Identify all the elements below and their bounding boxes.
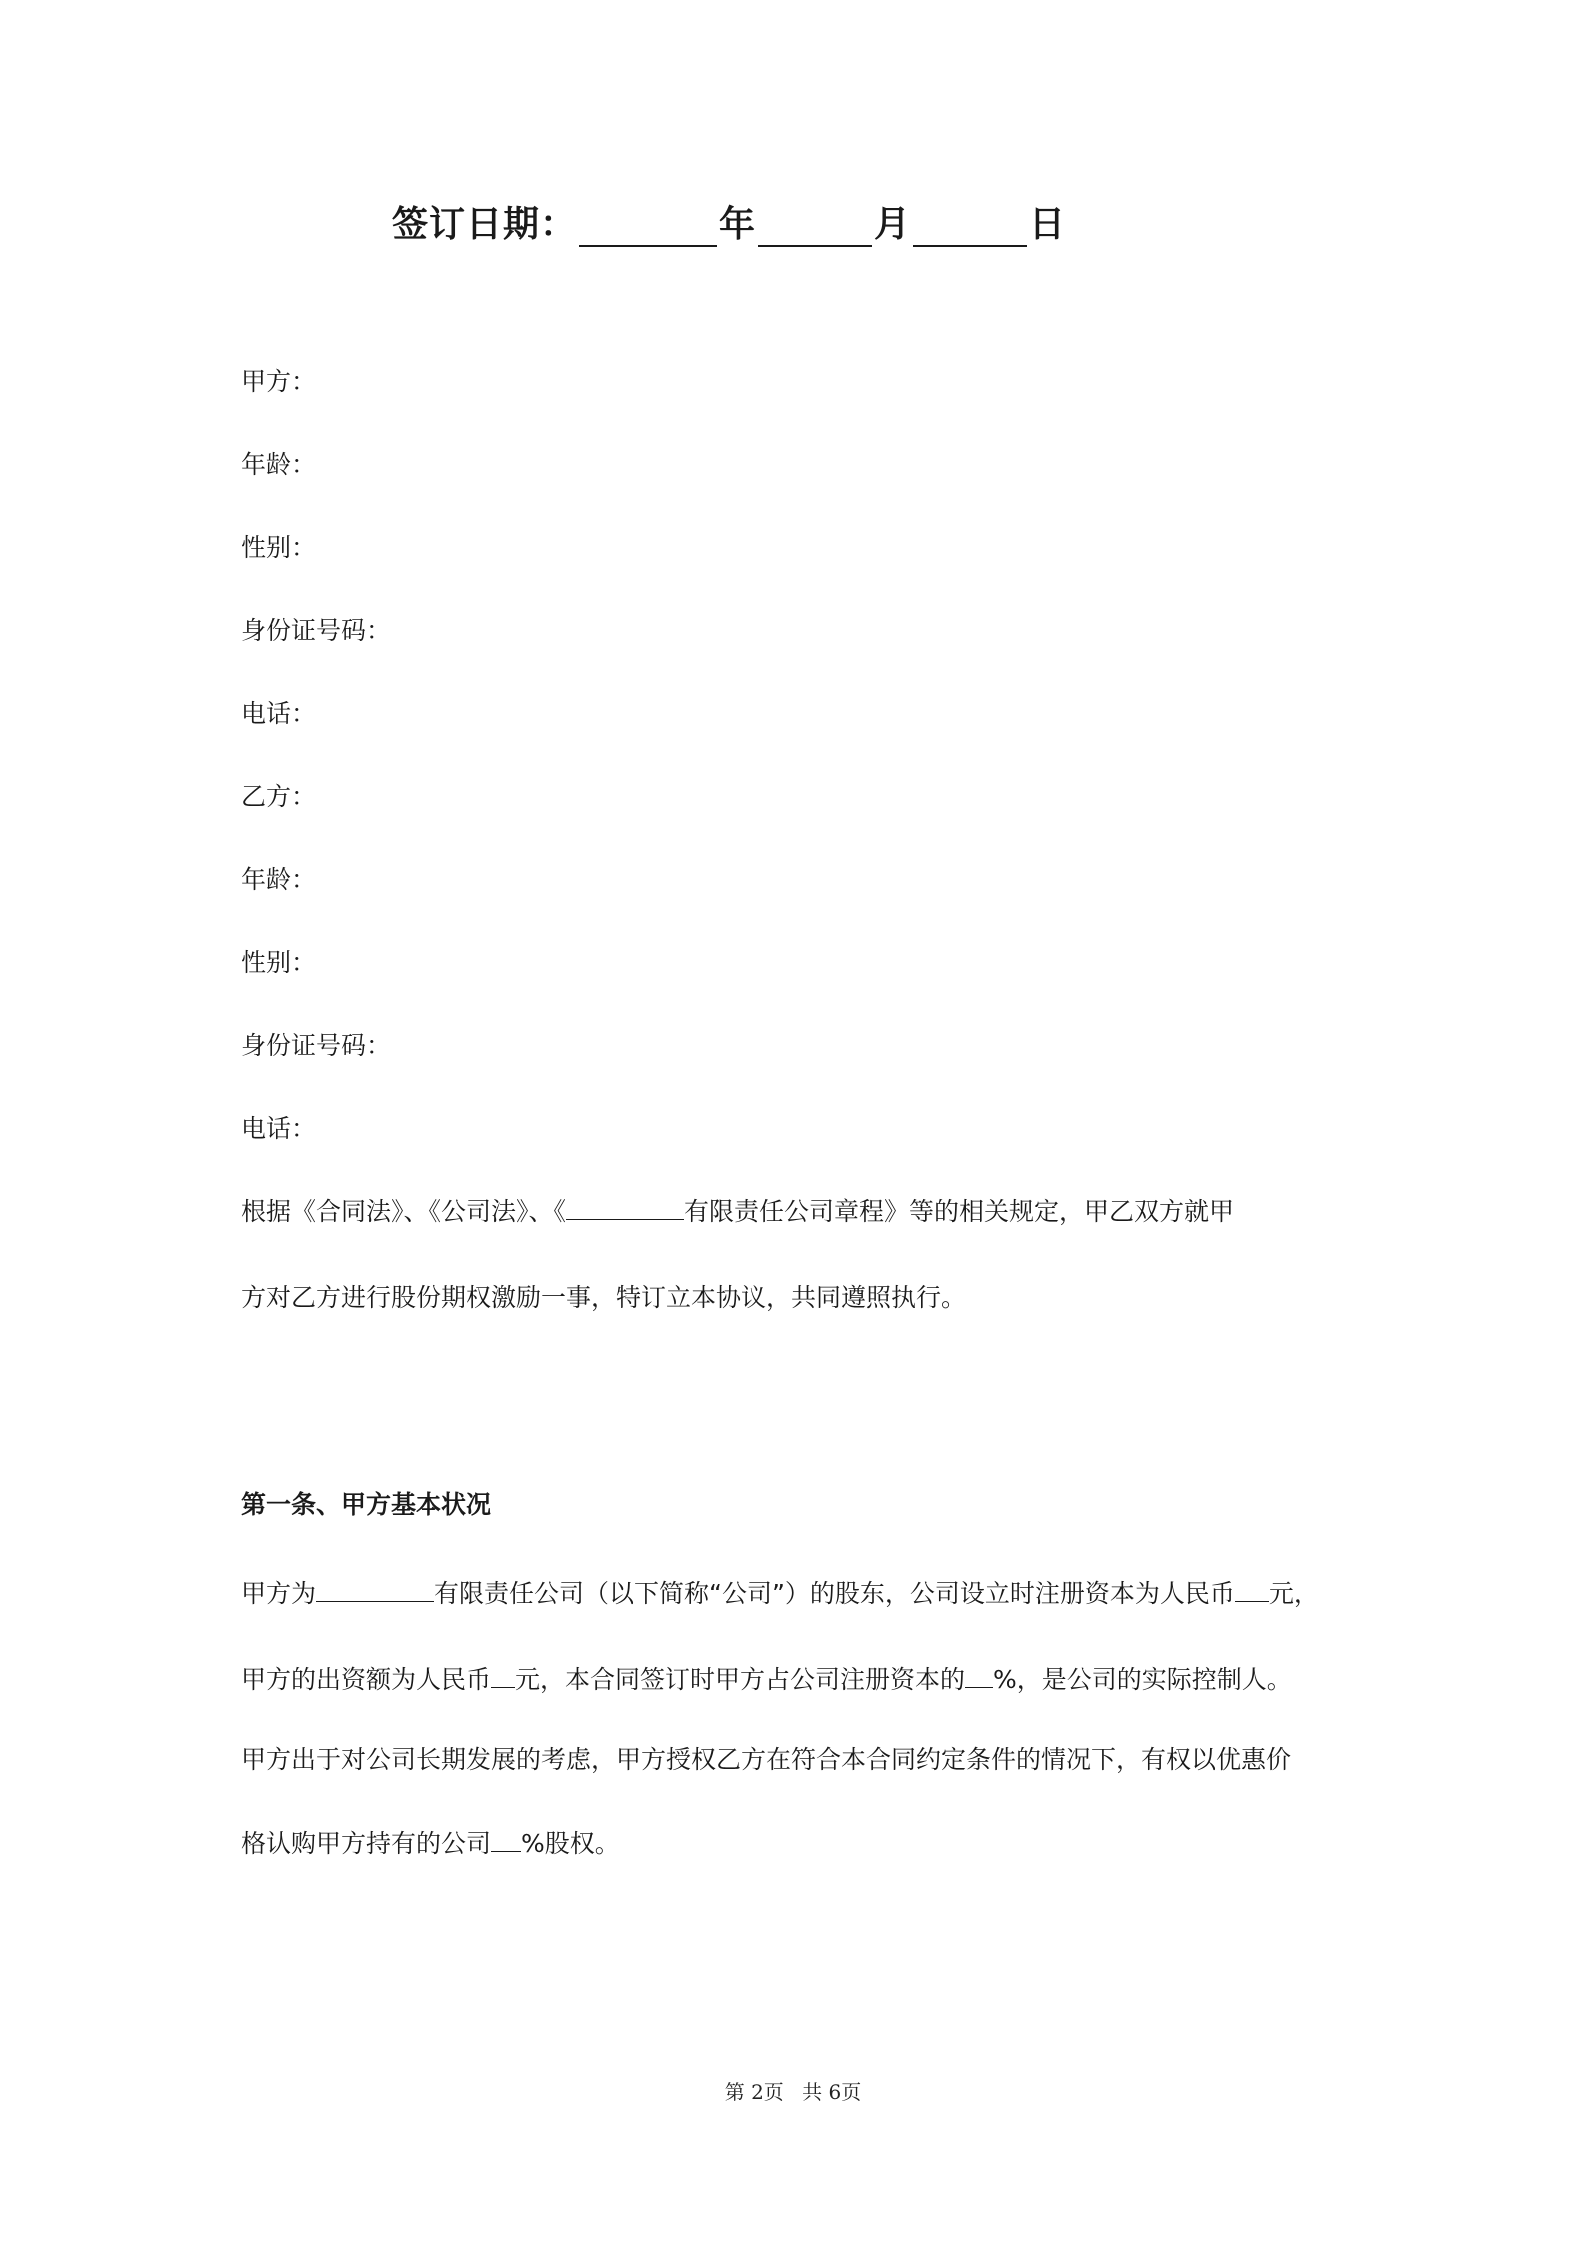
section-1-text-1b: 有限责任公司（以下简称“公司”）的股东，公司设立时注册资本为人民币 bbox=[434, 1579, 1235, 1608]
section-1-text-4b: %股权。 bbox=[521, 1829, 620, 1858]
signing-date-label: 签订日期： bbox=[392, 204, 578, 245]
party-a-phone-field: 电话： bbox=[241, 699, 317, 728]
section-1-text-2a: 甲方的出资额为人民币 bbox=[241, 1665, 492, 1694]
party-a-id-field: 身份证号码： bbox=[241, 616, 392, 645]
registered-capital-blank bbox=[1235, 1577, 1269, 1602]
section-1-line-4 bbox=[241, 1824, 620, 1860]
year-blank bbox=[579, 209, 717, 247]
party-a-gender-field: 性别： bbox=[241, 533, 317, 562]
party-b-age-field: 年龄： bbox=[241, 865, 317, 894]
section-1-text-2b: 元，本合同签订时甲方占公司注册资本的 bbox=[515, 1665, 966, 1694]
year-label: 年 bbox=[719, 204, 757, 245]
day-blank bbox=[913, 209, 1027, 247]
section-1-line-1 bbox=[241, 1574, 1319, 1610]
party-a-age-field: 年龄： bbox=[241, 450, 317, 479]
day-label: 日 bbox=[1029, 204, 1067, 245]
party-b-name-field: 乙方： bbox=[241, 782, 317, 811]
party-b-id-field: 身份证号码： bbox=[241, 1031, 392, 1060]
page-footer bbox=[0, 2076, 1586, 2105]
section-1-heading: 第一条、甲方基本状况 bbox=[241, 1490, 492, 1519]
equity-percent-blank bbox=[491, 1827, 521, 1852]
party-b-gender-field: 性别： bbox=[241, 948, 317, 977]
party-b-phone-field: 电话： bbox=[241, 1114, 317, 1143]
company-name-blank-2 bbox=[316, 1577, 434, 1602]
company-name-blank bbox=[566, 1195, 684, 1220]
party-a-name-field: 甲方： bbox=[241, 367, 317, 396]
section-1-line-2 bbox=[241, 1660, 1292, 1696]
month-blank bbox=[758, 209, 872, 247]
month-label: 月 bbox=[874, 204, 912, 245]
preamble-text-a: 根据《合同法》、《公司法》、《 bbox=[241, 1197, 567, 1226]
total-pages: 共 6页 bbox=[802, 2080, 862, 2104]
preamble-line-2: 方对乙方进行股份期权激励一事，特订立本协议，共同遵照执行。 bbox=[241, 1283, 967, 1312]
page-number: 第 2页 bbox=[724, 2080, 784, 2104]
section-1-line-3: 甲方出于对公司长期发展的考虑，甲方授权乙方在符合本合同约定条件的情况下，有权以优惠价 bbox=[241, 1745, 1292, 1774]
section-1-text-1c: 元， bbox=[1268, 1579, 1319, 1608]
preamble-text-b: 有限责任公司章程》等的相关规定，甲乙双方就甲 bbox=[684, 1197, 1235, 1226]
section-1-text-1a: 甲方为 bbox=[241, 1579, 317, 1608]
signing-date-title bbox=[392, 196, 1066, 247]
preamble-line-1 bbox=[241, 1192, 1234, 1228]
section-1-text-2c: %，是公司的实际控制人。 bbox=[993, 1665, 1292, 1694]
section-1-text-4a: 格认购甲方持有的公司 bbox=[241, 1829, 492, 1858]
share-percent-blank bbox=[965, 1663, 993, 1688]
contribution-blank bbox=[491, 1663, 515, 1688]
